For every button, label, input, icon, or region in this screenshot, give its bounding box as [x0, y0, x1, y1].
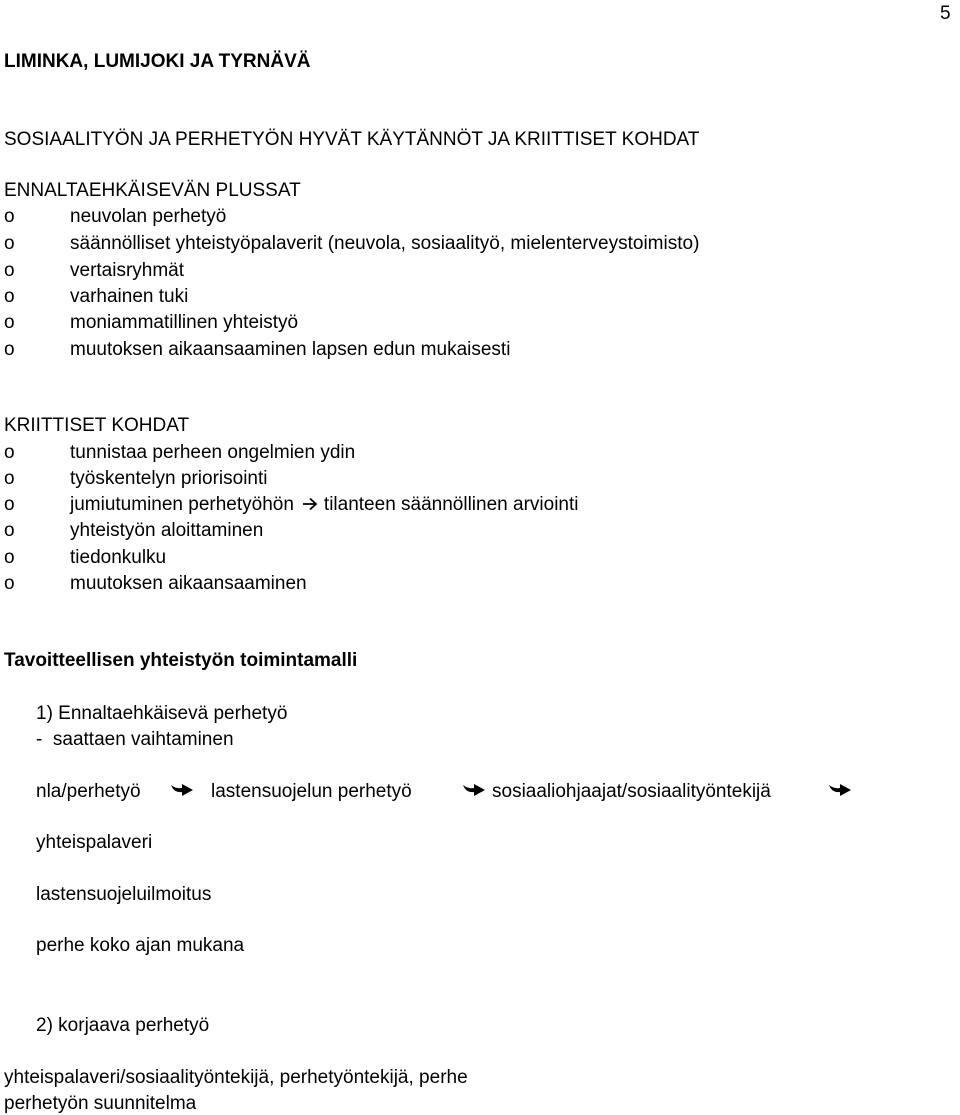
flow-item-1: nla/perhetyö: [36, 781, 141, 802]
model-line-d: yhteispalaveri/sosiaalityöntekijä, perhetyöntekijä, perhe: [4, 1067, 468, 1088]
list-item-text: neuvolan perhetyö: [70, 206, 227, 227]
list-item-text: tunnistaa perheen ongelmien ydin: [70, 442, 356, 463]
bullet: o: [4, 233, 15, 254]
bullet: o: [4, 442, 15, 463]
critical-section-title: KRIITTISET KOHDAT: [4, 415, 190, 436]
plus-section-title: ENNALTAEHKÄISEVÄN PLUSSAT: [4, 180, 301, 201]
model-line-a: yhteispalaveri: [36, 832, 153, 853]
arrow-right-icon: [170, 781, 194, 803]
list-item-text: [70, 495, 578, 514]
flow-item-2: lastensuojelun perhetyö: [211, 781, 412, 802]
bullet: o: [4, 468, 15, 489]
document-heading: LIMINKA, LUMIJOKI JA TYRNÄVÄ: [4, 51, 311, 72]
page-number: 5: [940, 3, 951, 24]
bullet: o: [4, 520, 15, 541]
list-item-text: moniammatillinen yhteistyö: [70, 312, 299, 333]
arrow-right-icon: [828, 781, 852, 803]
model-line-e: perhetyön suunnitelma: [4, 1093, 197, 1114]
list-item-text: tiedonkulku: [70, 547, 167, 568]
document-subheading: SOSIAALITYÖN JA PERHETYÖN HYVÄT KÄYTÄNNÖT JA KRIITTISET KOHDAT: [4, 129, 700, 150]
bullet: o: [4, 312, 15, 333]
bullet: o: [4, 494, 15, 515]
model-section-title: Tavoitteellisen yhteistyön toimintamalli: [4, 650, 358, 671]
list-item-label: jumiutuminen perhetyöhön: [70, 494, 294, 515]
list-item-text: muutoksen aikaansaaminen: [70, 573, 307, 594]
list-item-continuation: tilanteen säännöllinen arviointi: [323, 494, 579, 515]
model-line-c: perhe koko ajan mukana: [36, 935, 245, 956]
list-item-text: varhainen tuki: [70, 286, 189, 307]
bullet: o: [4, 339, 15, 360]
list-item-text: muutoksen aikaansaaminen lapsen edun mukaisesti: [70, 339, 511, 360]
bullet: o: [4, 573, 15, 594]
model-line-b: lastensuojeluilmoitus: [36, 884, 212, 905]
model-step-1: 1) Ennaltaehkäisevä perhetyö: [36, 703, 288, 724]
bullet: o: [4, 547, 15, 568]
model-step-1-sub: - saattaen vaihtaminen: [36, 729, 234, 750]
list-item-text: työskentelyn priorisointi: [70, 468, 268, 489]
model-step-2: 2) korjaava perhetyö: [36, 1015, 210, 1036]
list-item-text: säännölliset yhteistyöpalaverit (neuvola, sosiaalityö, mielenterveystoimisto): [70, 233, 700, 254]
bullet: o: [4, 260, 15, 281]
arrow-right-icon: [462, 781, 486, 803]
list-item-text: yhteistyön aloittaminen: [70, 520, 264, 541]
list-item-text: vertaisryhmät: [70, 260, 185, 281]
flow-item-3: sosiaaliohjaajat/sosiaalityöntekijä: [492, 781, 771, 802]
bullet: o: [4, 206, 15, 227]
arrow-right-icon: [302, 495, 318, 514]
bullet: o: [4, 286, 15, 307]
